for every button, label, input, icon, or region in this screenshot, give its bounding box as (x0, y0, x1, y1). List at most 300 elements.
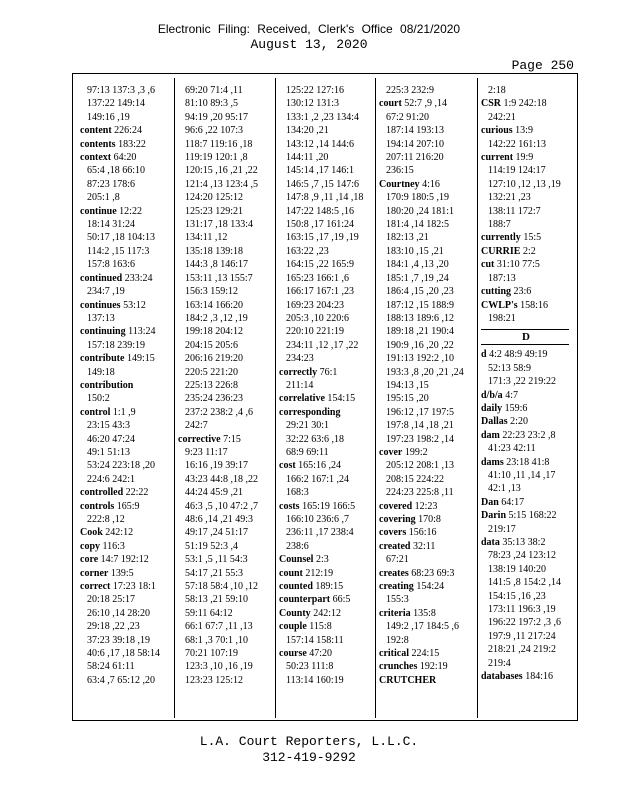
index-column-4 (379, 84, 467, 716)
index-term: course (279, 648, 307, 660)
index-entry-continuation (279, 245, 367, 258)
index-entry-continuation (481, 576, 569, 589)
index-entry-continuation (379, 245, 467, 258)
page-line-refs: 68:23 69:3 (411, 567, 455, 579)
index-entry (481, 285, 569, 298)
index-entry-continuation (178, 674, 266, 687)
index-entry-continuation (80, 366, 168, 379)
page-line-refs: 144:3 ,8 146:17 (185, 259, 249, 271)
index-entry-continuation (481, 657, 569, 670)
index-entry-continuation (481, 482, 569, 495)
page-line-refs: 1:1 ,9 (112, 406, 136, 418)
page-line-refs: 163:22 ,23 (286, 245, 329, 257)
page-line-refs: 207:11 216:20 (386, 152, 444, 164)
page-line-refs: 165:9 (116, 500, 140, 512)
page-line-refs: 187:14 193:13 (386, 125, 445, 137)
index-entry-continuation (379, 272, 467, 285)
index-entry-continuation (80, 245, 168, 258)
index-entry (279, 647, 367, 660)
index-entry (379, 674, 467, 687)
page-line-refs: 205:3 ,10 220:6 (286, 312, 350, 324)
index-term: core (80, 554, 99, 566)
page-line-refs: 187:12 ,15 188:9 (386, 299, 455, 311)
index-entry-continuation (379, 379, 467, 392)
index-entry-continuation (80, 446, 168, 459)
index-entry-continuation (279, 325, 367, 338)
page-line-refs: 159:6 (504, 402, 528, 414)
index-entry (279, 366, 367, 379)
page-line-refs: 134:11 ,12 (185, 232, 228, 244)
page-line-refs: 205:1 ,8 (87, 192, 120, 204)
page-line-refs: 145:14 ,17 146:1 (286, 165, 355, 177)
page-line-refs: 192:8 (386, 634, 409, 646)
index-entry-continuation (481, 84, 569, 97)
page-line-refs: 188:13 189:6 ,12 (386, 312, 455, 324)
page-line-refs: 29:21 30:1 (286, 420, 330, 432)
index-entry-continuation (379, 392, 467, 405)
index-column-1 (80, 84, 168, 716)
index-entry-continuation (481, 164, 569, 177)
index-entry (80, 567, 168, 580)
index-entry-continuation (178, 620, 266, 633)
index-entry-continuation (379, 634, 467, 647)
index-term: critical (379, 648, 409, 660)
index-entry-continuation (178, 366, 266, 379)
page-line-refs: 143:12 ,14 144:6 (286, 138, 355, 150)
index-entry (379, 647, 467, 660)
page-line-refs: 64:20 (113, 152, 137, 164)
index-entry-continuation (279, 124, 367, 137)
index-entry-continuation (80, 593, 168, 606)
index-entry (481, 402, 569, 415)
page-line-refs: 135:18 139:18 (185, 245, 244, 257)
page-line-refs: 173:11 196:3 ,19 (488, 604, 556, 616)
index-entry-continuation (379, 366, 467, 379)
page-line-refs: 186:4 ,15 ,20 ,23 (386, 286, 454, 298)
index-entry-continuation (178, 299, 266, 312)
page-line-refs: 32:11 (412, 540, 436, 552)
index-entry-continuation (481, 643, 569, 656)
index-term: court (379, 98, 402, 110)
page-line-refs: 191:13 192:2 ,10 (386, 353, 455, 365)
index-entry-continuation (80, 231, 168, 244)
page-line-refs: 137:13 (87, 312, 115, 324)
index-entry (80, 299, 168, 312)
page-line-refs: 2:3 (315, 554, 329, 566)
index-entry (379, 567, 467, 580)
index-term: d/b/a (481, 389, 503, 401)
index-term: continued (80, 272, 123, 284)
page-line-refs: 197:9 ,11 217:24 (488, 630, 556, 642)
index-entry (481, 536, 569, 549)
index-term: CSR (481, 98, 502, 110)
page-line-refs: 218:21 ,24 219:2 (488, 644, 557, 656)
page-line-refs: 127:10 ,12 ,13 ,19 (488, 178, 561, 190)
page-line-refs: 50:17 ,18 104:13 (87, 232, 156, 244)
page-line-refs: 226:24 (114, 125, 142, 137)
page-line-refs: 67:2 91:20 (386, 111, 430, 123)
page-line-refs: 153:11 ,13 155:7 (185, 272, 253, 284)
index-entry (80, 540, 168, 553)
index-entry-continuation (178, 245, 266, 258)
page-line-refs: 35:13 38:2 (502, 537, 546, 548)
index-term: couple (279, 621, 307, 633)
index-term: copy (80, 540, 100, 552)
page-line-refs: 66:1 67:7 ,11 ,13 (185, 621, 253, 633)
index-entry-continuation (80, 634, 168, 647)
page-line-refs: 219:4 (488, 657, 511, 669)
page-line-refs: 199:2 (404, 446, 428, 458)
index-term: corresponding (279, 406, 341, 418)
index-entry-continuation (481, 523, 569, 536)
page-line-refs: 138:11 172:7 (488, 205, 541, 217)
index-entry-continuation (481, 138, 569, 151)
index-entry (80, 526, 168, 539)
index-entry (80, 272, 168, 285)
page-line-refs: 188:7 (488, 219, 511, 231)
index-entry-continuation (178, 191, 266, 204)
index-term: controls (80, 500, 115, 512)
page-line-refs: 154:15 (327, 393, 356, 405)
index-entry (379, 540, 467, 553)
index-entry-continuation (481, 178, 569, 191)
page-line-refs: 53:24 223:18 ,20 (87, 460, 156, 472)
page-line-refs: 184:2 ,3 ,12 ,19 (185, 312, 248, 324)
index-entry-continuation (481, 469, 569, 482)
index-entry-continuation (379, 164, 467, 177)
index-entry-continuation (80, 178, 168, 191)
page-line-refs: 41:23 42:11 (488, 443, 536, 455)
page-line-refs: 66:5 (332, 594, 351, 606)
index-entry (279, 607, 367, 620)
index-entry-continuation (379, 419, 467, 432)
index-term: Courtney (379, 178, 420, 190)
index-entry-continuation (80, 97, 168, 110)
index-term: context (80, 152, 112, 164)
index-column-2 (178, 84, 266, 716)
index-entry (80, 325, 168, 338)
index-entry (481, 245, 569, 258)
page-line-refs: 194:14 207:10 (386, 138, 445, 150)
index-entry-continuation (178, 607, 266, 620)
index-entry-continuation (279, 674, 367, 687)
index-entry-continuation (379, 231, 467, 244)
index-entry-continuation (279, 111, 367, 124)
page-line-refs: 124:20 125:12 (185, 192, 244, 204)
page-line-refs: 157:18 239:19 (87, 339, 146, 351)
index-term: costs (279, 500, 300, 512)
index-term: curious (481, 125, 513, 137)
page-line-refs: 123:23 125:12 (185, 674, 244, 686)
page-line-refs: 16:16 ,19 39:17 (185, 460, 249, 472)
page-line-refs: 224:6 242:1 (87, 473, 136, 485)
page-line-refs: 236:11 ,17 238:4 (286, 527, 354, 539)
index-entry-continuation (279, 526, 367, 539)
page-line-refs: 53:1 ,5 ,11 54:3 (185, 554, 248, 566)
page-line-refs: 134:20 ,21 (286, 125, 329, 137)
index-term: continuing (80, 326, 126, 338)
index-term: continues (80, 299, 121, 311)
index-column-3 (279, 84, 367, 716)
index-term: control (80, 406, 111, 418)
page-line-refs: 70:21 107:19 (185, 648, 239, 660)
page-line-refs: 166:10 236:6 ,7 (286, 514, 350, 525)
page-line-refs: 182:13 ,21 (386, 232, 429, 244)
index-term: databases (481, 671, 523, 683)
page-line-refs: 13:9 (515, 125, 533, 137)
page-line-refs: 237:2 238:2 ,4 ,6 (185, 406, 254, 418)
page-line-refs: 63:4 ,7 65:12 ,20 (87, 674, 156, 686)
page-line-refs: 224:23 225:8 ,11 (386, 487, 454, 499)
index-entry-continuation (279, 151, 367, 164)
index-entry-continuation (80, 647, 168, 660)
index-entry-continuation (178, 419, 266, 432)
index-entry (279, 553, 367, 566)
page-line-refs: 14:7 192:12 (100, 554, 149, 566)
index-term: dams (481, 456, 504, 468)
index-entry-continuation (80, 258, 168, 271)
index-entry-continuation (178, 325, 266, 338)
section-letter: D (481, 329, 569, 345)
index-entry (379, 446, 467, 459)
index-entry (379, 526, 467, 539)
index-entry-continuation (279, 299, 367, 312)
index-entry-continuation (178, 526, 266, 539)
index-entry (481, 258, 569, 271)
index-entry (80, 486, 168, 499)
page-line-refs: 147:8 ,9 ,11 ,14 ,18 (286, 192, 364, 204)
page-line-refs: 4:16 (422, 178, 440, 190)
index-entry-continuation (379, 218, 467, 231)
page-line-refs: 64:17 (501, 496, 525, 508)
index-term: corner (80, 567, 109, 579)
index-entry-continuation (279, 231, 367, 244)
index-term: d (481, 349, 487, 361)
page-line-refs: 22:22 (125, 487, 149, 499)
page-line-refs: 190:9 ,16 ,20 ,22 (386, 339, 454, 351)
index-term: CWLP's (481, 299, 518, 311)
page-line-refs: 43:23 44:8 ,18 ,22 (185, 473, 259, 485)
index-term: cutting (481, 286, 511, 298)
page-line-refs: 2:18 (488, 85, 506, 96)
page-line-refs: 149:18 (87, 366, 115, 378)
index-entry-continuation (178, 111, 266, 124)
page-line-refs: 220:5 221:20 (185, 366, 239, 378)
index-entry-continuation (279, 191, 367, 204)
page-line-refs: 196:12 ,17 197:5 (386, 406, 455, 418)
index-term: dam (481, 429, 500, 441)
page-line-refs: 1:9 242:18 (503, 98, 547, 110)
page-line-refs: 116:3 (102, 540, 125, 552)
index-entry (379, 97, 467, 110)
index-term: cost (279, 460, 296, 472)
index-term: creating (379, 581, 414, 593)
index-term: creates (379, 567, 409, 579)
page-line-refs: 166:17 167:1 ,23 (286, 286, 355, 298)
index-entry (379, 580, 467, 593)
index-entry (279, 620, 367, 633)
index-entry-continuation (178, 593, 266, 606)
page-line-refs: 119:19 120:1 ,8 (185, 152, 248, 164)
page-line-refs: 130:12 131:3 (286, 98, 340, 110)
page-line-refs: 121:4 ,13 123:4 ,5 (185, 178, 259, 190)
page-line-refs: 65:4 ,18 66:10 (87, 165, 146, 177)
index-term: cover (379, 446, 403, 458)
index-term: crunches (379, 661, 418, 673)
index-term: contents (80, 138, 116, 150)
index-entry (481, 496, 569, 509)
page-line-refs: 183:10 ,15 ,21 (386, 245, 444, 257)
index-entry-continuation (481, 549, 569, 562)
index-entry-continuation (178, 580, 266, 593)
index-entry-continuation (279, 352, 367, 365)
index-entry (80, 138, 168, 151)
index-entry-continuation (178, 84, 266, 97)
index-term: County (279, 607, 311, 619)
index-entry-continuation (80, 84, 168, 97)
page-line-refs: 146:5 ,7 ,15 147:6 (286, 178, 360, 190)
index-entry-continuation (80, 164, 168, 177)
index-entry-continuation (178, 634, 266, 647)
index-term: corrective (178, 433, 221, 445)
index-entry-continuation (379, 352, 467, 365)
index-entry-continuation (481, 563, 569, 576)
page-line-refs: 47:20 (309, 648, 333, 660)
index-entry-continuation (80, 285, 168, 298)
index-entry-continuation (279, 433, 367, 446)
page-line-refs: 54:17 ,21 55:3 (185, 567, 244, 579)
index-entry-continuation (379, 299, 467, 312)
index-entry-continuation (178, 218, 266, 231)
index-entry (80, 151, 168, 164)
index-entry-continuation (279, 634, 367, 647)
index-entry (481, 389, 569, 402)
page-line-refs: 197:23 198:2 ,14 (386, 433, 455, 445)
page-line-refs: 242:7 (185, 420, 208, 432)
index-entry-continuation (279, 272, 367, 285)
page-line-refs: 23:15 43:3 (87, 420, 131, 432)
index-entry-continuation (379, 473, 467, 486)
index-entry-continuation (279, 178, 367, 191)
index-term: covered (379, 500, 413, 512)
index-entry-continuation (481, 205, 569, 218)
index-entry (279, 593, 367, 606)
page-line-refs: 156:3 159:12 (185, 286, 239, 298)
page-line-refs: 242:12 (313, 607, 341, 619)
index-entry-continuation (178, 339, 266, 352)
page-line-refs: 194:13 ,15 (386, 379, 429, 391)
page-line-refs: 187:13 (488, 272, 516, 284)
page-line-refs: 204:15 205:6 (185, 339, 239, 351)
reporter-phone: 312-419-9292 (262, 750, 356, 765)
index-entry-continuation (481, 312, 569, 325)
index-entry (80, 553, 168, 566)
page-line-refs: 123:3 ,10 ,16 ,19 (185, 661, 253, 673)
index-entry-continuation (80, 620, 168, 633)
index-entry (379, 513, 467, 526)
index-term: Dan (481, 496, 499, 508)
page-line-refs: 49:1 51:13 (87, 446, 131, 458)
index-entry (481, 299, 569, 312)
index-entry-continuation (178, 258, 266, 271)
index-entry-continuation (481, 111, 569, 124)
filing-stamp: Electronic Filing: Received, Clerk's Office 08/21/2020 (157, 22, 461, 36)
index-entry-continuation (178, 352, 266, 365)
index-entry-continuation (178, 660, 266, 673)
index-entry-continuation (379, 151, 467, 164)
page-line-refs: 141:5 ,8 154:2 ,14 (488, 577, 562, 589)
index-entry-continuation (279, 164, 367, 177)
index-entry (481, 151, 569, 164)
index-entry-continuation (80, 459, 168, 472)
page-line-refs: 171:3 ,22 219:22 (488, 376, 557, 388)
transcript-date: August 13, 2020 (250, 37, 368, 52)
page-line-refs: 165:23 166:1 ,6 (286, 272, 350, 284)
page-line-refs: 23:18 41:8 (506, 456, 550, 468)
page-line-refs: 57:18 58:4 ,10 ,12 (185, 581, 259, 593)
index-entry-continuation (178, 500, 266, 513)
index-entry-continuation (80, 419, 168, 432)
page-line-refs: 115:8 (309, 621, 332, 633)
column-divider (275, 78, 276, 718)
index-entry-continuation (178, 379, 266, 392)
page-line-refs: 78:23 ,24 123:12 (488, 550, 557, 562)
index-term: counted (279, 581, 313, 593)
index-entry-continuation (80, 660, 168, 673)
page-line-refs: 235:24 236:23 (185, 393, 244, 405)
index-entry-continuation (178, 567, 266, 580)
page-line-refs: 224:15 (411, 648, 440, 660)
page-line-refs: 114:19 124:17 (488, 165, 546, 177)
index-entry-continuation (80, 473, 168, 486)
index-entry (80, 500, 168, 513)
index-entry-continuation (279, 660, 367, 673)
page-line-refs: 133:1 ,2 ,23 134:4 (286, 111, 360, 123)
index-term: correlative (279, 393, 325, 405)
page-line-refs: 170:9 180:5 ,19 (386, 192, 450, 204)
index-entry-continuation (379, 593, 467, 606)
index-entry-continuation (379, 312, 467, 325)
page-line-refs: 170:8 (418, 514, 441, 525)
page-line-refs: 238:6 (286, 540, 309, 552)
index-term: current (481, 152, 514, 164)
page-line-refs: 212:19 (305, 567, 334, 579)
page-line-refs: 197:8 ,14 ,18 ,21 (386, 420, 454, 432)
page-line-refs: 144:11 ,20 (286, 152, 329, 164)
index-entry-continuation (279, 218, 367, 231)
index-entry-continuation (279, 285, 367, 298)
page-line-refs: 32:22 63:6 ,18 (286, 433, 345, 445)
page-line-refs: 22:23 23:2 ,8 (502, 429, 556, 441)
page-line-refs: 211:14 (286, 379, 314, 391)
index-term: correctly (279, 366, 318, 378)
index-entry-continuation (178, 285, 266, 298)
page-line-refs: 51:19 52:3 ,4 (185, 540, 239, 552)
index-entry (80, 124, 168, 137)
index-entry-continuation (481, 630, 569, 643)
index-entry-continuation (481, 362, 569, 375)
page-line-refs: 150:2 (87, 393, 110, 405)
page-line-refs: 48:6 ,14 ,21 49:3 (185, 514, 254, 525)
page-line-refs: 40:6 ,17 ,18 58:14 (87, 648, 161, 660)
page-line-refs: 219:17 (488, 523, 516, 535)
page-line-refs: 114:2 ,15 117:3 (87, 245, 150, 257)
index-entry-continuation (379, 111, 467, 124)
page-line-refs: 166:2 167:1 ,24 (286, 473, 350, 485)
index-entry (279, 500, 367, 513)
page-line-refs: 118:7 119:16 ,18 (185, 138, 253, 150)
index-entry-continuation (178, 486, 266, 499)
